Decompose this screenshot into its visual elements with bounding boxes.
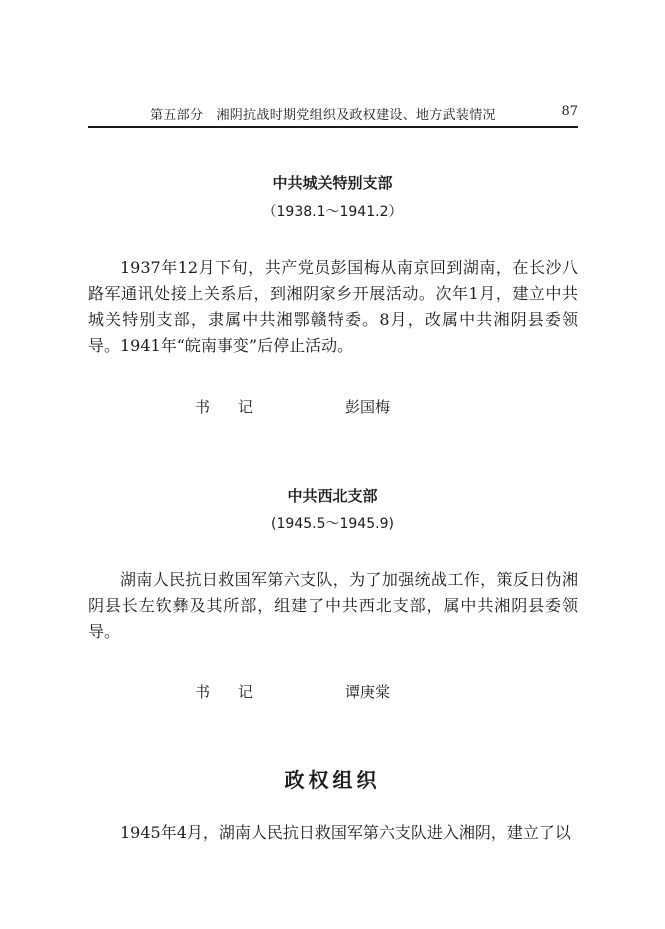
- header-title: 第五部分 湘阴抗战时期党组织及政权建设、地方武装情况: [150, 108, 496, 123]
- section-date: (1945.5～1945.9): [271, 516, 394, 532]
- section-date: （1938.1～1941.2）: [262, 204, 403, 220]
- section-paragraph: 湖南人民抗日救国军第六支队，为了加强统战工作，策反日伪湘阴县长左钦彝及其所部，组建了中共西北支部，属中共湘阴县委领导。: [88, 570, 578, 641]
- section-paragraph: 1937年12月下旬，共产党员彭国梅从南京回到湖南，在长沙八路军通讯处接上关系后，到湘阴家乡开展活动。次年1月，建立中共城关特别支部，隶属中共湘鄂赣特委。8月，改属中共湘阴县委领导。1941年“皖南事变”后停止活动。: [88, 258, 578, 355]
- chapter-title: 政权组织: [284, 768, 381, 792]
- secretary-row: [0, 681, 665, 703]
- secretary-name: 谭庚棠: [345, 683, 391, 701]
- running-header: [88, 100, 578, 128]
- section-title: 中共城关特别支部: [272, 174, 393, 192]
- secretary-label: 书记: [195, 683, 282, 701]
- page-number: 87: [561, 104, 578, 119]
- secretary-name: 彭国梅: [345, 398, 391, 416]
- section-title: 中共西北支部: [287, 487, 378, 505]
- secretary-row: [0, 396, 665, 418]
- chapter-paragraph: 1945年4月，湖南人民抗日救国军第六支队进入湘阴，建立了以: [120, 823, 571, 842]
- secretary-label: 书记: [195, 398, 282, 416]
